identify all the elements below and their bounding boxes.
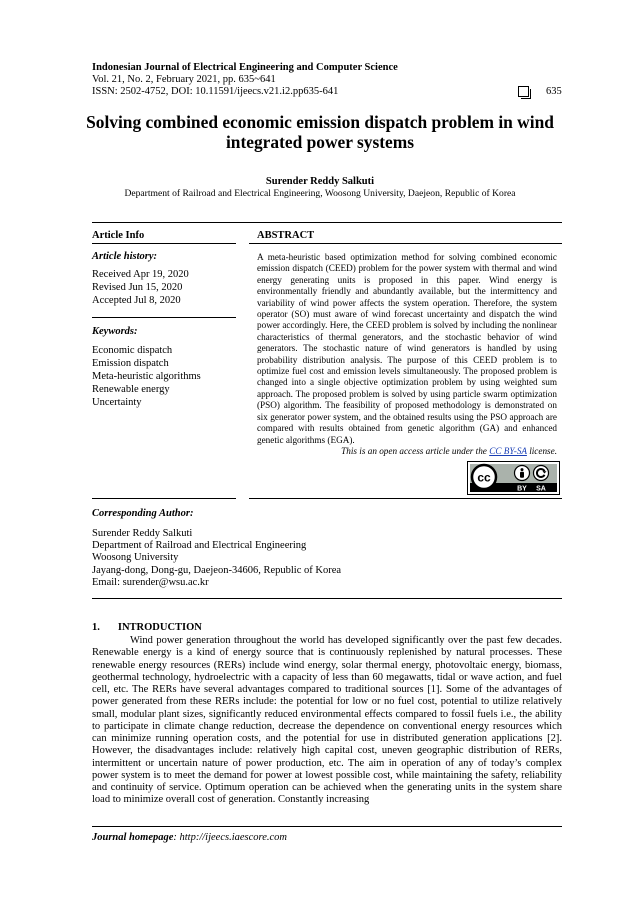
open-access-prefix: This is an open access article under the [341,446,490,456]
corresponding-line: Jayang-dong, Dong-gu, Daejeon-34606, Republic of Korea [92,564,342,576]
corresponding-line: Department of Railroad and Electrical Engineering [92,540,307,552]
keywords-list [92,344,201,409]
paper-title: Solving combined economic emission dispatch problem in wind integrated power systems [86,112,554,152]
keyword-item: Renewable energy [92,384,170,395]
article-info-heading: Article Info [92,230,145,241]
cc-license-icon [468,462,559,494]
abstract-text: A meta-heuristic based optimization method for solving combined economic emission dispatch (CEED) problem for the power system with thermal and wind energy generating units is proposed in this paper. Wind energy is environmentally friendly and abundantly available, but the intermittency and variability of wind power affects the system operation. Therefore, the system operator (SO) must aware of wind forecast uncertainty and dispatch the wind power accordingly. Here, the CEED problem is solved by including the nonlinear characteristics of thermal generators, and the stochastic behavior of wind generators. The stochastic nature of wind generators is handled by using probability distribution analysis. The purpose of this CEED problem is to optimize fuel cost and emission levels simultaneously. The proposed problem is changed into a single objective optimization problem by using weighted sum approach. The proposed problem is solved by using particle swarm optimization (PSO) algorithm. The feasibility of proposed methodology is demonstrated on six generator power system, and the obtained results using the PSO approach are compared with results obtained from genetic algorithm (GA) and enhanced genetic algorithms (EGA). [257,252,557,445]
checkbox-icon [518,86,529,97]
intro-heading [92,622,202,633]
corresponding-line: Surender Reddy Salkuti [92,528,193,539]
affiliation: Department of Railroad and Electrical Engineering, Woosong University, Daejeon, Republic of Korea [124,188,516,199]
open-access-suffix: license. [526,446,557,456]
history-item: Received Apr 19, 2020 [92,269,189,280]
right-bottom-rule [249,498,562,499]
license-link[interactable]: CC BY-SA [489,446,527,456]
top-rule [92,222,562,223]
corresponding-email: Email: surender@wsu.ac.kr [92,576,209,588]
left-bottom-rule [92,498,236,499]
cc-by-sa-badge[interactable] [467,461,560,495]
history-rule [92,317,236,318]
intro-body: Wind power generation throughout the world has developed significantly over the past few decades. Renewable energy is a kind of energy source that is continuously replenished by natural processes. These renewable energy resources (RERs) include wind energy, solar thermal energy, photovoltaic energy, biomass, geothermal technology, hydroelectric with a capacity of less than 60 megawatts, tidal or wave action, and fuel cell, etc. The RERs have several advantages compared to traditional sources [1]. Some of the advantages of power generated from these RERs include: the potential for low or no fuel cost, potential to utilize relatively small, modular plant sizes, significantly reduced environmental effects compared to fossil fuels i.e., the ability to participate in climate change reduction, decrease the dependence on conventional energy resources which can minimize running operation costs, and the potential for use in distributed generation applications [2]. However, the disadvantages include: relatively high capital cost, uneven geographic distribution of RERs, intermittent or uncertain nature of power production, etc. The aim in operation of any of today’s complex power system is to meet the demand for power at lowest possible cost, while maintaining the safety, reliability and continuity of service. Optimum operation can be achieved when the generating units in the system share load to minimize overall cost of generation. Constantly increasing [92,635,562,806]
sa-label: SA [536,485,546,493]
homepage-label: Journal homepage [92,832,174,843]
keyword-item: Uncertainty [92,397,142,408]
intro-number: 1. [92,622,100,633]
footer-rule [92,826,562,827]
by-label: BY [517,485,527,493]
history-item: Revised Jun 15, 2020 [92,282,183,293]
journal-homepage [92,832,287,843]
homepage-url[interactable]: : http://ijeecs.iaescore.com [173,832,288,843]
issn-line: ISSN: 2502-4752, DOI: 10.11591/ijeecs.v21.i2.pp635-641 [92,86,339,97]
abstract-rule [249,243,562,244]
article-info-rule [92,243,236,244]
keyword-item: Emission dispatch [92,358,169,369]
author-name: Surender Reddy Salkuti [265,176,375,187]
intro-title: INTRODUCTION [117,622,202,633]
keyword-item: Meta-heuristic algorithms [92,371,201,382]
corresponding-heading: Corresponding Author: [92,508,194,519]
abstract-heading: ABSTRACT [257,230,315,241]
history-heading: Article history: [92,251,158,262]
history-list [92,268,189,307]
section-rule [92,598,562,599]
cc-mark: cc [477,470,491,485]
history-item: Accepted Jul 8, 2020 [92,295,181,306]
keywords-heading: Keywords: [92,326,138,337]
journal-name: Indonesian Journal of Electrical Engineering and Computer Science [92,62,398,73]
corresponding-details [92,528,341,589]
volume-line: Vol. 21, No. 2, February 2021, pp. 635~641 [92,74,276,85]
corresponding-line: Woosong University [92,552,179,564]
keyword-item: Economic dispatch [92,345,173,356]
page-number: 635 [546,86,562,97]
open-access-note [257,446,557,456]
